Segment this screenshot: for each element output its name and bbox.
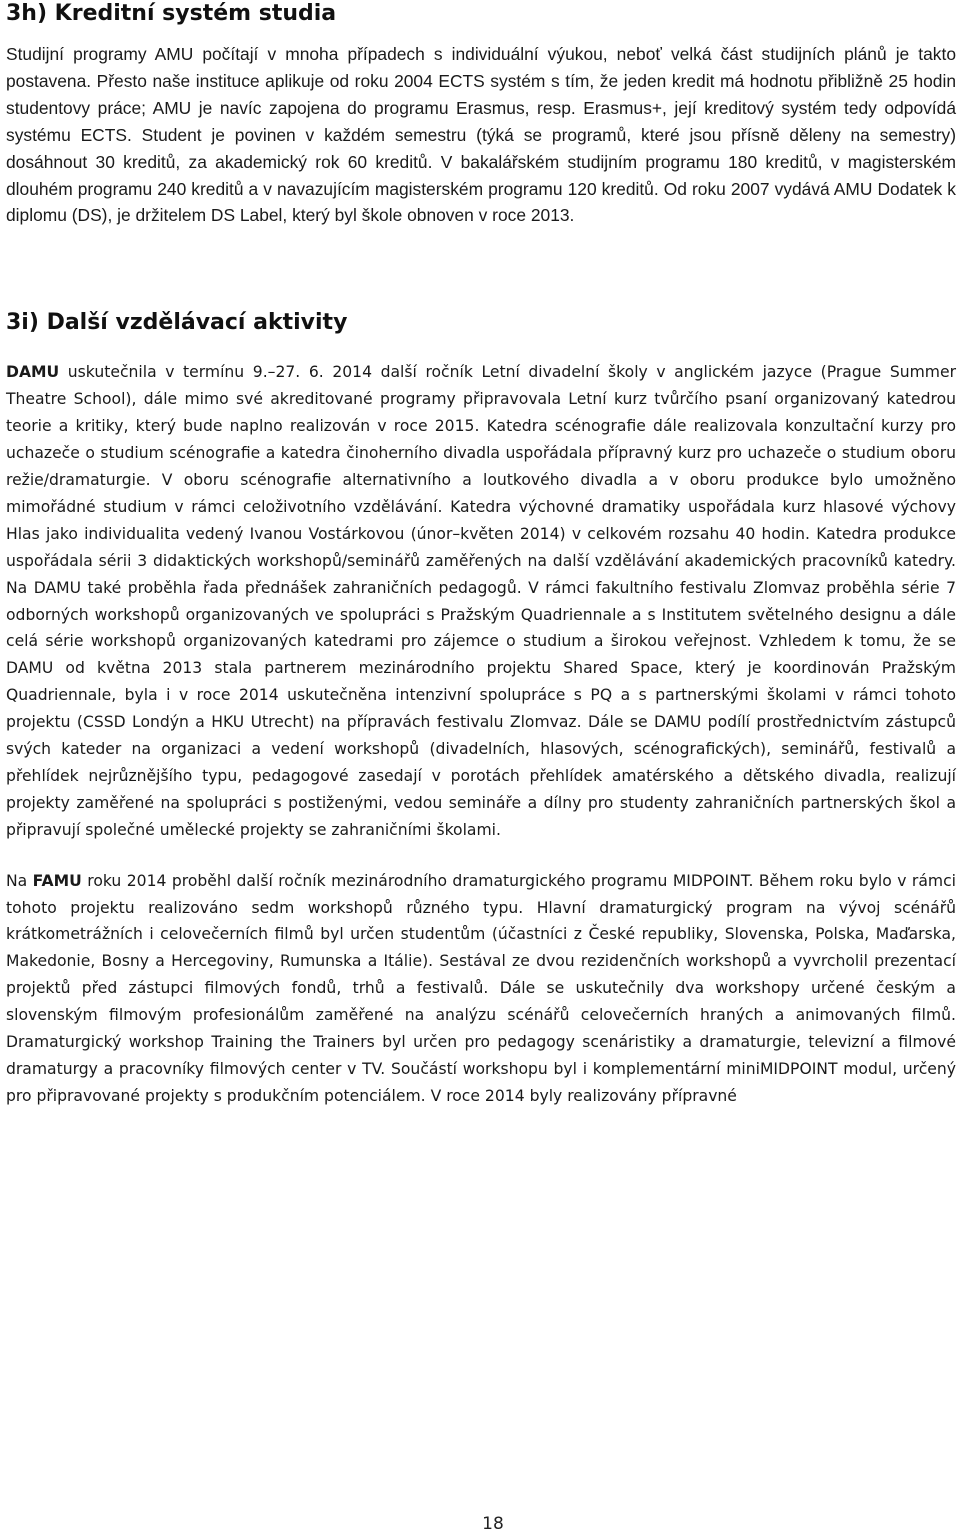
damu-paragraph <box>6 359 956 843</box>
document-page <box>6 0 956 1110</box>
famu-section <box>6 868 956 1110</box>
section-heading-credit-system: 3h) Kreditní systém studia <box>6 1 337 26</box>
famu-prefix: Na <box>6 871 33 890</box>
famu-label: FAMU <box>32 871 82 890</box>
credit-system-section <box>6 41 956 229</box>
credit-system-body-text: Erasmus+, její kreditový systém tedy odpovídá systému ECTS. Student je povinen v každém semestru (týká se programů, které jsou přísně děleny na semestry) dosáhnout 30 kreditů, za akademický rok 60 kreditů. V bakalářském studijním programu 180 kreditů, v magisterském dlouhém programu 240 kreditů a v navazujícím magisterském programu 120 kreditů. Od roku 2007 vydává AMU Dodatek k diplomu (DS), je držitelem DS Label, který byl škole obnoven v roce 2013. <box>6 97 956 226</box>
famu-paragraph <box>6 868 956 1110</box>
section-heading-other-activities: 3i) Další vzdělávací aktivity <box>6 310 348 336</box>
page-number: 18 <box>482 1514 504 1534</box>
damu-label: DAMU <box>6 363 60 382</box>
damu-section <box>6 359 956 843</box>
damu-text: uskutečnila v termínu 9.–27. 6. 2014 další ročník Letní divadelní školy v anglickém jazyce (Prague Summer Theatre School), dále mimo své akreditované programy připravovala Letní kurz tvůrčího psaní organizovaný katedrou teorie a kritiky, který bude naplno realizován v roce 2015. Katedra scénografie dále realizovala konzultační kurzy pro uchazeče o studium scénografie a katedra činoherního divadla uspořádala přípravný kurz pro uchazeče o studium oboru režie/dramaturgie. V oboru scénografie alternativního a loutkového divadla a v oboru produkce bylo umožněno mimořádné studium v rámci celoživotního vzdělávání. Katedra výchovné dramatiky uspořádala kurz hlasové výchovy Hlas jako individualita vedený Ivanou Vostárkovou (únor–květen 2014) v celkovém rozsahu 40 hodin. Katedra produkce uspořádala sérii 3 didaktických workshopů/seminářů zaměřených na další vzdělávání akademických pracovníků katedry. Na DAMU také proběhla řada přednášek zahraničních pedagogů. V rámci fakultního festivalu Zlomvaz proběhla série 7 odborných workshopů organizovaných ve spolupráci s Pražským Quadriennale a s Institutem světelného designu a dále celá série workshopů organizovaných katedrami pro zájemce o studium a širokou veřejnost. Vzhledem k tomu, že se DAMU od května 2013 stala partnerem mezinárodního projektu Shared Space, který je koordinován Pražským Quadriennale, byla i v roce 2014 uskutečněna intenzivní spolupráce s PQ a s partnerskými školami v rámci tohoto projektu (CSSD Londýn a HKU Utrecht) na přípravách festivalu Zlomvaz. Dále se DAMU podílí prostřednictvím zástupců svých kateder na organizaci a vedení workshopů (divadelních, hlasových, scénografických), seminářů, festivalů a přehlídek nejrůznějšího typu, pedagogové zasedají v porotách přehlídek amatérského a dětského divadla, realizují projekty zaměřené na spolupráci s postiženými, vedou semináře a dílny pro studenty zahraničních partnerských škol a připravují společné umělecké projekty se zahraničními školami. <box>6 363 956 839</box>
credit-system-intro-text: Studijní programy AMU počítají v mnoha případech s individuální výukou, neboť velká část studijních plánů je takto postavena. Přesto naše instituce aplikuje od roku 2004 ECTS systém s tím, že jeden kredit má hodnotu přibližně 25 hodin studentovy práce; AMU je navíc zapojena do programu Erasmus, resp. <box>6 44 956 118</box>
famu-text: roku 2014 proběhl další ročník mezinárodního dramaturgického programu MIDPOINT. Během roku bylo v rámci tohoto projektu realizováno sedm workshopů různého typu. Hlavní dramaturgický program na vývoj scénářů krátkometrážních i celovečerních filmů byl určen studentům (účastníci z České republiky, Slovenska, Polska, Maďarska, Makedonie, Bosny a Hercegoviny, Rumunska a Itálie). Sestával ze dvou rezidenčních workshopů a vyvrcholil prezentací projektů před zástupci filmových fondů, trhů a festivalů. Dále se uskutečnily dva workshopy určené českým a slovenským filmovým profesionálům zaměřené na analýzu scénářů celovečerních hraných a animovaných filmů. Dramaturgický workshop Training the Trainers byl určen pro pedagogy scenáristiky a dramaturgie, televizní a filmové dramaturgy a pracovníky filmových center v TV. Součástí workshopu byl i komplementární miniMIDPOINT modul, určený pro připravované projekty s produkčním potenciálem. V roce 2014 byly realizovány přípravné <box>6 871 956 1105</box>
credit-system-paragraph <box>6 41 956 229</box>
